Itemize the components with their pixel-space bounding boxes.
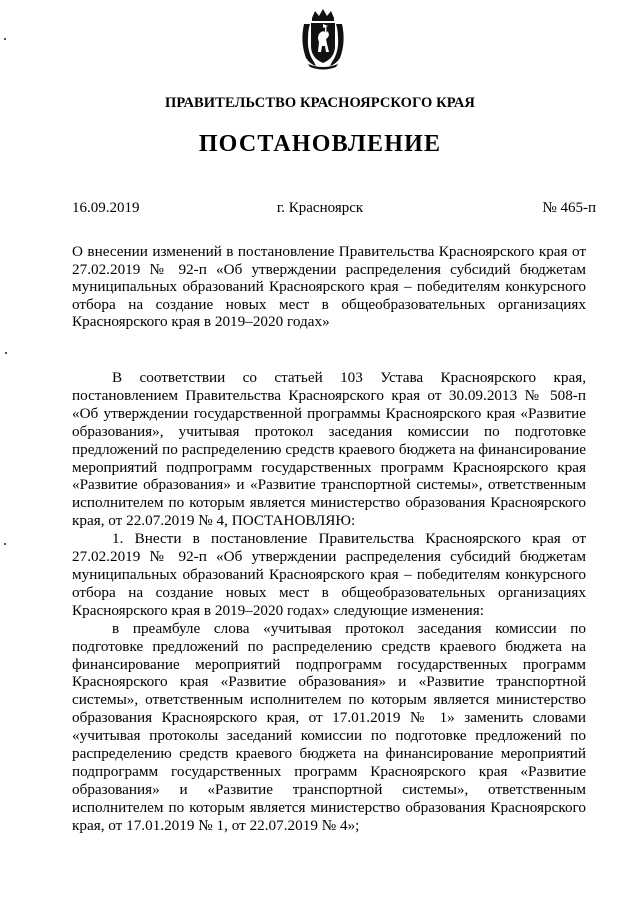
scan-artifact — [5, 352, 7, 354]
document-type-title: ПОСТАНОВЛЕНИЕ — [198, 131, 442, 157]
body-paragraph-preamble: В соответствии со статьей 103 Устава Красноярского края, постановлением Правительства Красноярского края от 30.09.2013 № 508-п «Об утверждении государственной программы Красноярского края «Развитие образования», учитывая протокол заседания комиссии по подготовке предложений по распределению средств краевого бюджета на финансирование мероприятий подпрограмм государственных программ Красноярского края «Развитие образования» и «Развитие транспортной системы», ответственным исполнителем по которым является министерство образования Красноярского края, от 22.07.2019 № 4, ПОСТАНОВЛЯЮ: — [72, 369, 586, 530]
document-city: г. Красноярск — [276, 200, 364, 216]
document-date: 16.09.2019 — [72, 200, 140, 216]
body-paragraph-item-1: 1. Внести в постановление Правительства Красноярского края от 27.02.2019 № 92-п «Об утверждении распределения субсидий бюджетам муниципальных образований Красноярского края – победителям конкурсного отбора на создание новых мест в общеобразовательных организациях Красноярского края в 2019–2020 годах» следующие изменения: — [72, 530, 586, 619]
scan-artifact — [4, 543, 6, 545]
document-body — [72, 369, 586, 835]
krasnoyarsk-coat-of-arms-icon — [298, 8, 348, 70]
body-paragraph-amendment: в преамбуле слова «учитывая протокол заседания комиссии по подготовке предложений по распределению средств краевого бюджета на финансирование мероприятий подпрограмм государственных программ Красноярского края «Развитие образования» и «Развитие транспортной системы», ответственным исполнителем по которым является министерство образования Красноярского края, от 17.01.2019 № 1» заменить словами «учитывая протоколы заседаний комиссии по подготовке предложений по распределению средств краевого бюджета на финансирование мероприятий подпрограмм государственных программ Красноярского края «Развитие образования» и «Развитие транспортной системы», ответственным исполнителем по которым является министерство образования Красноярского края, от 17.01.2019 № 1, от 22.07.2019 № 4»; — [72, 619, 586, 834]
organization-name: ПРАВИТЕЛЬСТВО КРАСНОЯРСКОГО КРАЯ — [164, 95, 475, 111]
document-subject: О внесении изменений в постановление Правительства Красноярского края от 27.02.2019 № 92-п «Об утверждении распределения субсидий бюджетам муниципальных образований Красноярского края – победителям конкурсного отбора на создание новых мест в общеобразовательных организациях Красноярского края в 2019–2020 годах» — [72, 243, 586, 331]
scan-artifact — [4, 38, 6, 40]
document-number: № 465-п — [542, 200, 596, 216]
